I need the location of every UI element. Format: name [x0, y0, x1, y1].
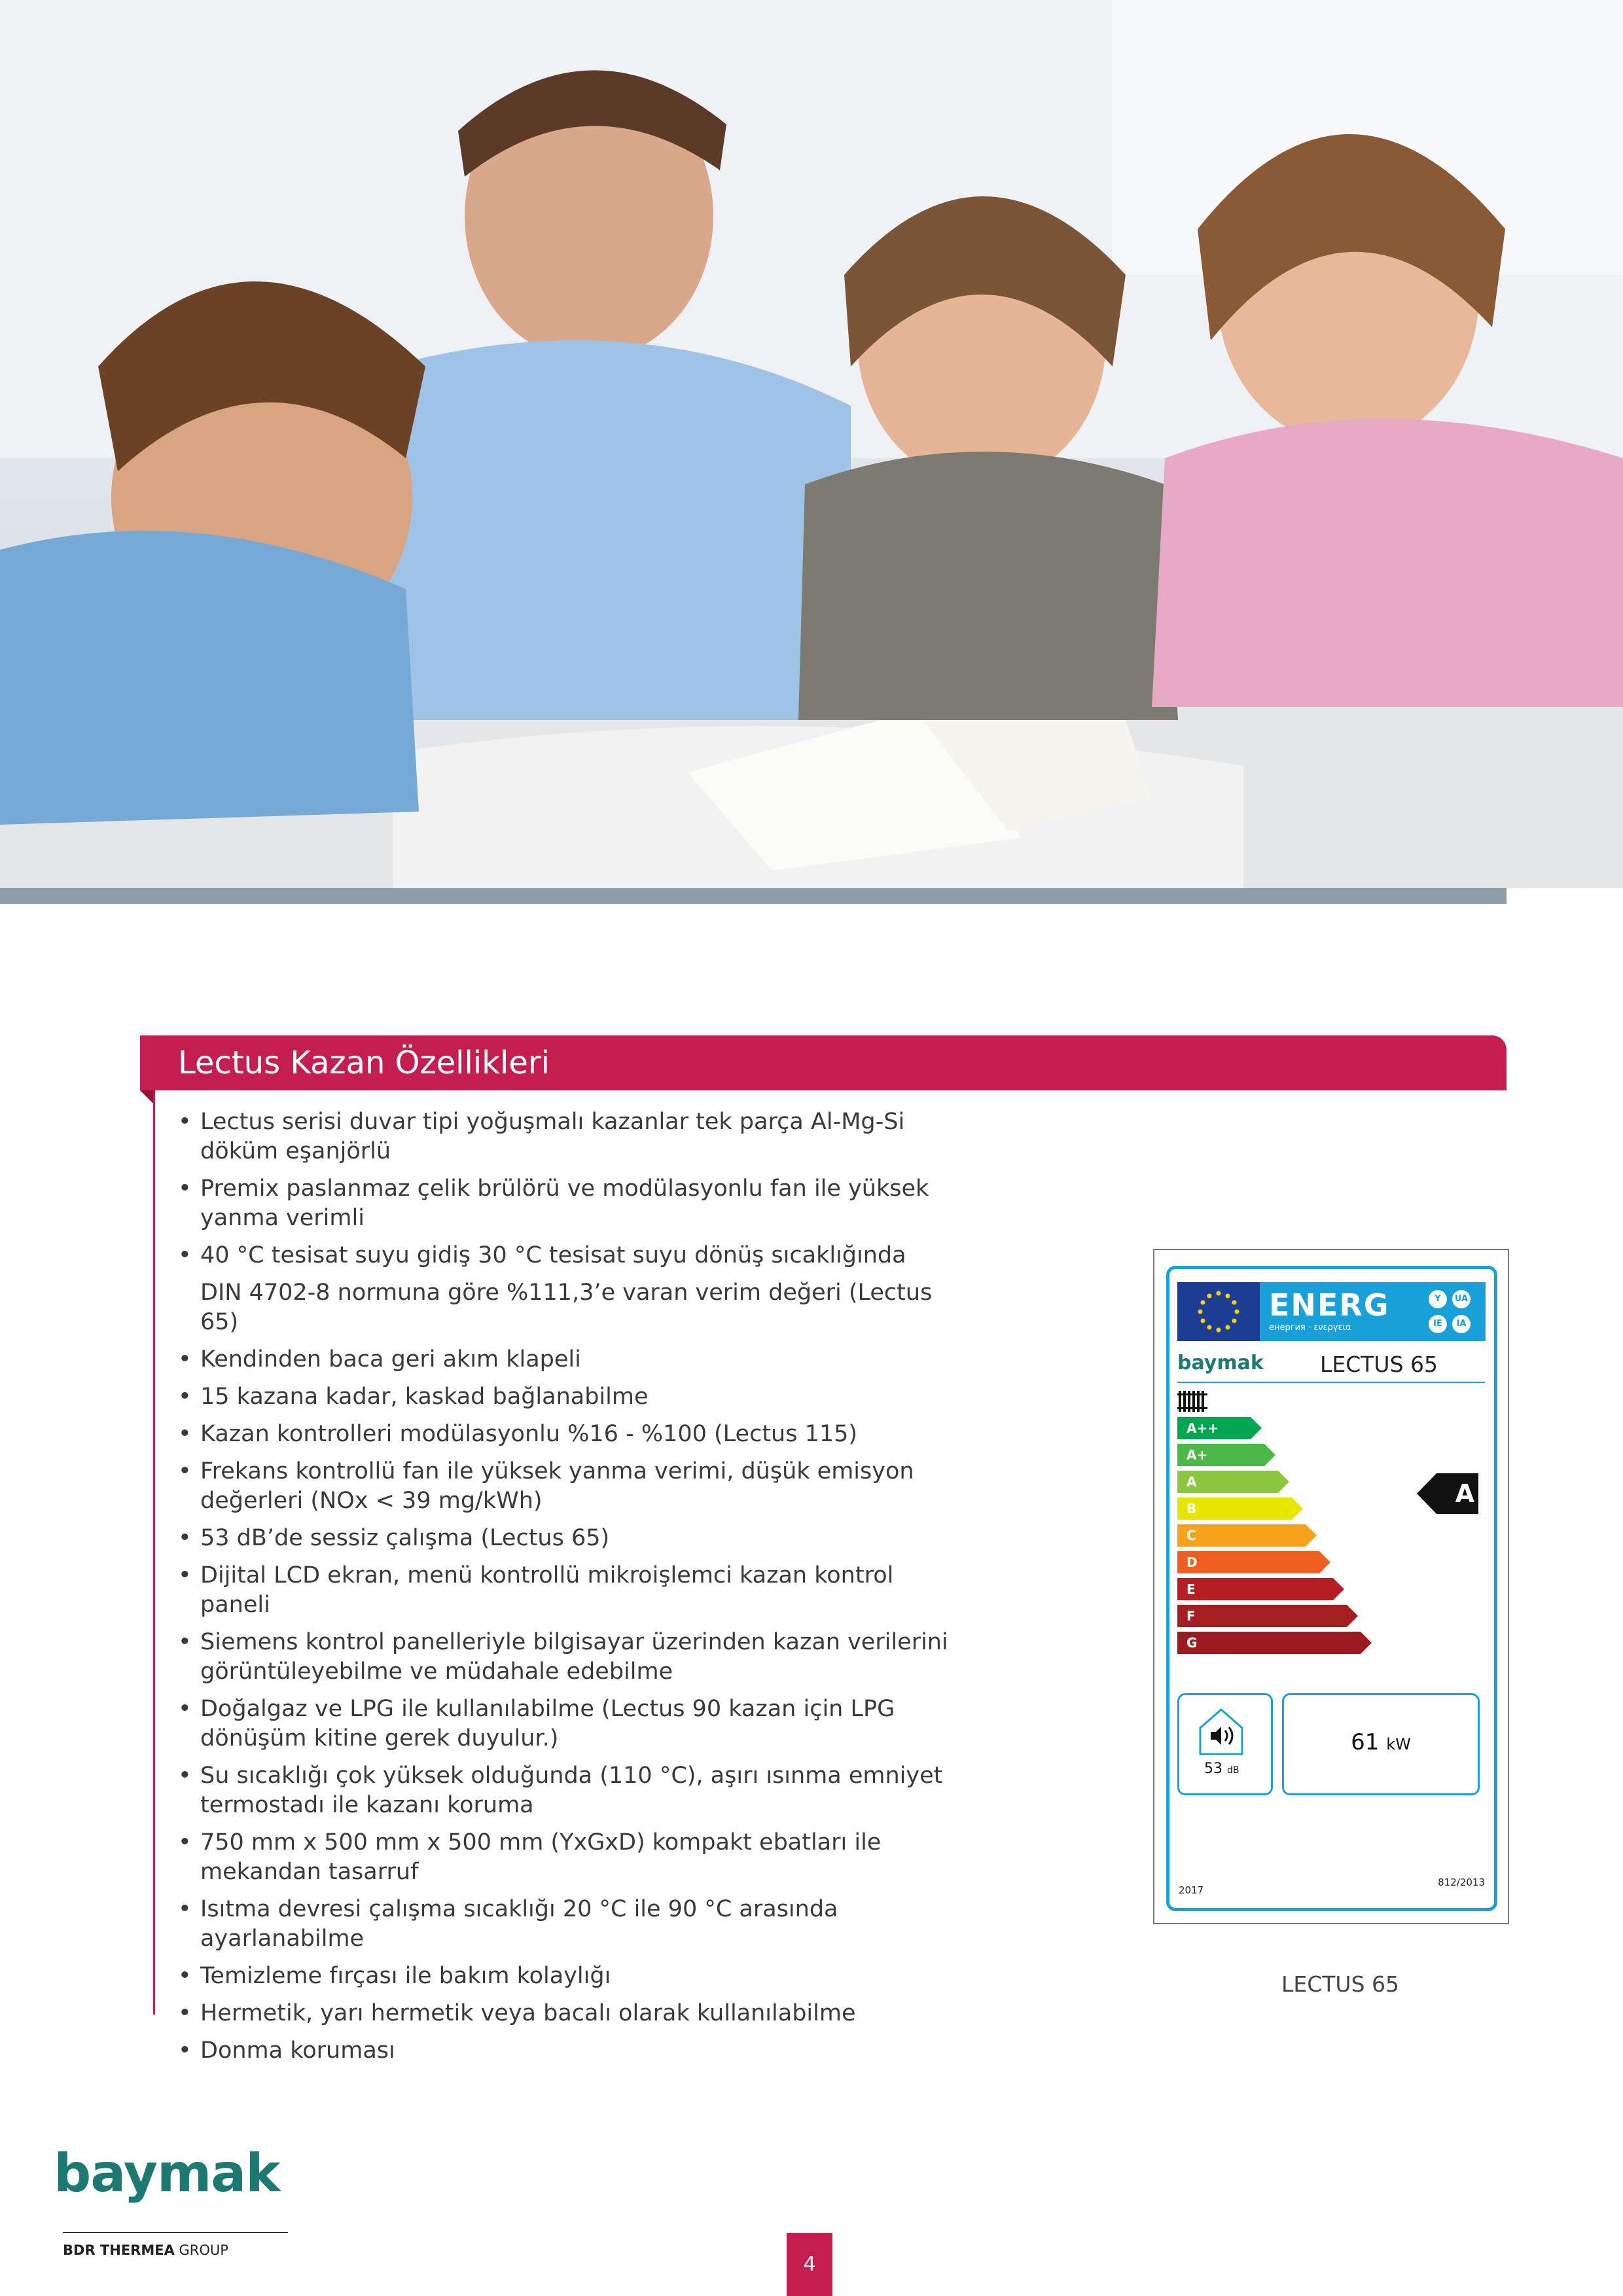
energy-banner: [1260, 1282, 1486, 1341]
label-model-name: LECTUS 65: [1320, 1352, 1438, 1377]
energy-class-bar: [1177, 1524, 1306, 1547]
list-item: • Frekans kontrollü fan ile yüksek yanma verimi, düşük emisyon değerleri (NOx < 39 mg/kWh): [178, 1458, 914, 1514]
sound-level-value: 53 dB: [1204, 1761, 1240, 1777]
list-item: • Lectus serisi duvar tipi yoğuşmalı kazanlar tek parça Al-Mg-Si döküm eşanjörlü: [178, 1109, 905, 1164]
bullet: •: [178, 1629, 192, 1655]
bullet: •: [178, 1421, 192, 1447]
label-year: 2017: [1179, 1884, 1204, 1896]
lang-circle: Y: [1429, 1290, 1447, 1308]
radiator-icon: [1177, 1388, 1209, 1417]
bullet: •: [178, 1242, 192, 1268]
bullet: •: [178, 1175, 192, 1202]
bullet: •: [178, 1109, 192, 1135]
energy-label: [1166, 1266, 1497, 1911]
list-item: • Siemens kontrol panelleriyle bilgisayar üzerinden kazan verilerini görüntüleyebilme ve müdahale edebilme: [178, 1629, 948, 1685]
label-caption: LECTUS 65: [1281, 1971, 1400, 1997]
list-item: • Isıtma devresi çalışma sıcaklığı 20 °C ile 90 °C arasında ayarlanabilme: [178, 1896, 838, 1952]
energy-class-label: A: [1186, 1474, 1197, 1490]
energy-class-bar: [1177, 1551, 1319, 1573]
lang-circle: UA: [1452, 1290, 1471, 1308]
bullet: •: [178, 1346, 192, 1372]
label-brand-logo: baymak: [1177, 1352, 1264, 1374]
energy-class-label: C: [1186, 1528, 1196, 1543]
list-item: DIN 4702-8 normuna göre %111,3’e varan verim değeri (Lectus 65): [200, 1280, 933, 1335]
section-title: Lectus Kazan Özellikleri: [178, 1045, 550, 1081]
energy-class-bar: [1177, 1444, 1264, 1466]
list-item: • Kazan kontrolleri modülasyonlu %16 - %100 (Lectus 115): [178, 1420, 950, 1449]
energy-class-label: E: [1186, 1581, 1196, 1597]
list-item: • Dijital LCD ekran, menü kontrollü mikroişlemci kazan kontrol paneli: [178, 1562, 894, 1618]
page-number: 4: [787, 2233, 832, 2296]
energy-class-label: G: [1186, 1635, 1198, 1651]
bullet: •: [178, 1696, 192, 1722]
energy-class-bar: [1177, 1498, 1292, 1520]
label-divider: [1177, 1382, 1485, 1383]
bullet: •: [178, 1384, 192, 1410]
power-output-value: 61 kW: [1351, 1729, 1411, 1755]
list-item: • Su sıcaklığı çok yüksek olduğunda (110 °C), aşırı ısınma emniyet termostadı ile kazanı koruma: [178, 1763, 943, 1818]
energy-class-bar: [1177, 1605, 1347, 1627]
label-regulation: 812/2013: [1438, 1876, 1485, 1888]
hero-photo: [0, 0, 1623, 888]
energ-subtitle: енергия · ενεργεια: [1269, 1323, 1351, 1333]
footer-divider: [63, 2232, 288, 2233]
bullet: •: [178, 2000, 192, 2026]
list-item: • Kendinden baca geri akım klapeli: [178, 1345, 950, 1374]
eu-flag-icon: [1177, 1282, 1260, 1341]
feature-list: [178, 1107, 950, 2073]
bullet: •: [178, 1562, 192, 1588]
energy-class-bar: [1177, 1471, 1278, 1493]
list-item: • Donma koruması: [178, 2036, 950, 2066]
energy-class-bar: [1177, 1632, 1361, 1654]
bullet: •: [178, 2037, 192, 2064]
bullet: •: [178, 1763, 192, 1789]
energy-class-bar: [1177, 1417, 1251, 1439]
energ-word: ENERG: [1269, 1287, 1390, 1323]
left-accent-rule: [153, 1090, 155, 2015]
list-item: • Doğalgaz ve LPG ile kullanılabilme (Lectus 90 kazan için LPG dönüşüm kitine gerek duyulur.): [178, 1696, 895, 1751]
lang-circle: IA: [1452, 1315, 1471, 1333]
list-item: • Premix paslanmaz çelik brülörü ve modülasyonlu fan ile yüksek yanma verimli: [178, 1175, 929, 1231]
section-header: [140, 1035, 1507, 1090]
energy-class-label: D: [1186, 1554, 1198, 1570]
hero-divider-bar: [0, 888, 1507, 904]
baymak-logo: baymak: [54, 2143, 280, 2204]
energy-rating-arrow: A: [1436, 1473, 1478, 1514]
bdr-thermea-group: BDR THERMEA GROUP: [63, 2242, 228, 2258]
bullet: •: [178, 1525, 192, 1551]
list-item: • 15 kazana kadar, kaskad bağlanabilme: [178, 1382, 950, 1412]
list-item: • 40 °C tesisat suyu gidiş 30 °C tesisat suyu dönüş sıcaklığında: [178, 1241, 950, 1270]
header-fold: [140, 1090, 154, 1105]
energy-label-frame: [1153, 1249, 1509, 1924]
list-item: • 53 dB’de sessiz çalışma (Lectus 65): [178, 1524, 950, 1553]
bullet: •: [178, 1896, 192, 1922]
energy-class-label: A+: [1186, 1447, 1208, 1463]
lang-circle: IE: [1429, 1315, 1447, 1333]
bullet: •: [178, 1963, 192, 1989]
list-item: • 750 mm x 500 mm x 500 mm (YxGxD) kompakt ebatları ile mekandan tasarruf: [178, 1829, 882, 1885]
sound-level-box: [1177, 1693, 1273, 1795]
list-item: • Hermetik, yarı hermetik veya bacalı olarak kullanılabilme: [178, 1999, 950, 2028]
energy-class-label: A++: [1186, 1420, 1219, 1436]
list-item: • Temizleme fırçası ile bakım kolaylığı: [178, 1962, 950, 1991]
bullet: •: [178, 1458, 192, 1484]
sound-house-icon: [1196, 1706, 1246, 1758]
bullet: •: [178, 1829, 192, 1856]
energy-class-bar: [1177, 1578, 1333, 1600]
family-reading-illustration: [0, 0, 1623, 888]
power-output-box: [1282, 1693, 1480, 1795]
energy-class-label: F: [1186, 1608, 1196, 1624]
energy-class-label: B: [1186, 1501, 1197, 1516]
